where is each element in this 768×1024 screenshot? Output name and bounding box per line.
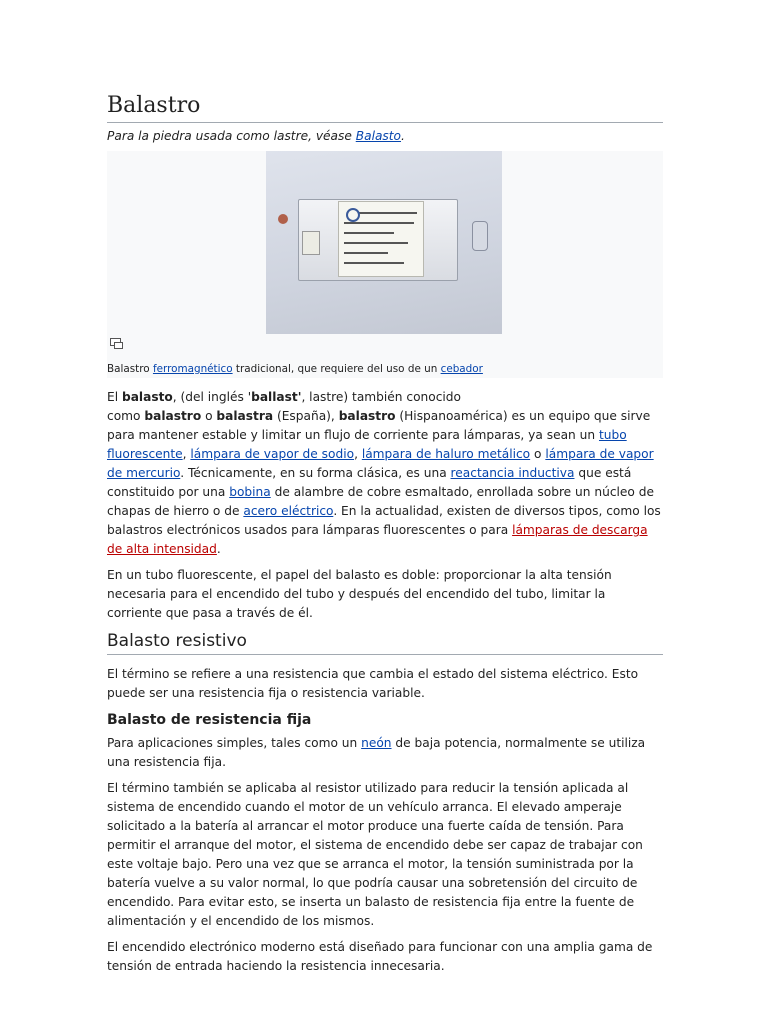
- section-heading-balasto-resistivo: Balasto resistivo: [107, 630, 663, 655]
- intro-link[interactable]: reactancia inductiva: [450, 466, 575, 480]
- intro-link[interactable]: lámpara de haluro metálico: [361, 447, 531, 461]
- intro-text-segment: balastro: [338, 409, 396, 423]
- hatnote-link-balasto[interactable]: Balasto: [355, 129, 402, 143]
- section1-paragraph-1: El término se refiere a una resistencia que cambia el estado del sistema eléctrico. Esto puede ser una resistencia fija o resistencia variable.: [107, 667, 639, 700]
- photo-capacitor: [278, 214, 288, 224]
- ballast-photo[interactable]: [266, 151, 502, 334]
- section2-paragraph-3: El encendido electrónico moderno está diseñado para funcionar con una amplia gama de tensión de entrada haciendo la resistencia innecesaria.: [107, 940, 653, 973]
- intro-link[interactable]: lámparas de descarga de alta intensidad: [107, 523, 648, 556]
- intro-link[interactable]: bobina: [229, 485, 271, 499]
- caption-text-1: Balastro: [107, 363, 153, 375]
- intro-text-segment: . En la actualidad, existen de diversos tipos, como los balastros electrónicos usados para lámparas fluorescentes o para: [107, 504, 661, 537]
- section2-p1-text-2: de baja potencia, normalmente se utiliza una resistencia fija.: [107, 736, 646, 769]
- intro-link[interactable]: tubo fluorescente: [107, 428, 627, 461]
- intro-text-segment: o: [530, 447, 546, 461]
- intro-text-segment: balasto: [121, 390, 173, 404]
- intro-text-segment: ballast': [251, 390, 302, 404]
- page-title: Balastro: [107, 92, 663, 123]
- intro-link[interactable]: lámpara de vapor de mercurio: [107, 447, 654, 480]
- intro-text-segment: ,: [182, 447, 191, 461]
- intro-text-segment: (Hispanoamérica) es un equipo que sirve para mantener estable y limitar un flujo de corriente para lámparas, ya sean un: [107, 409, 651, 442]
- intro-text-segment: que está constituido por una: [107, 466, 632, 499]
- intro-text-segment: (España),: [273, 409, 339, 423]
- subsection-heading-resistencia-fija: Balasto de resistencia fija: [107, 712, 312, 728]
- figure-caption: [107, 362, 483, 376]
- hatnote-text: Para la piedra usada como lastre, véase: [107, 129, 356, 143]
- intro-text-segment: balastra: [216, 409, 274, 423]
- intro-link[interactable]: acero eléctrico: [243, 504, 334, 518]
- intro-text-segment: .: [216, 542, 221, 556]
- magnify-icon[interactable]: [110, 338, 121, 346]
- photo-terminal-block: [302, 231, 320, 255]
- intro-text-segment: ,: [354, 447, 362, 461]
- intro-text-segment: , lastre) también conocido: [301, 390, 461, 404]
- intro-text-segment: o: [201, 409, 217, 423]
- caption-link-ferromagnetico[interactable]: ferromagnético: [152, 363, 233, 375]
- intro-text-segment: como: [107, 409, 145, 423]
- intro-link[interactable]: lámpara de vapor de sodio: [190, 447, 355, 461]
- link-neon[interactable]: neón: [361, 736, 392, 750]
- intro-text-segment: de alambre de cobre esmaltado, enrollada sobre un núcleo de chapas de hierro o de: [107, 485, 654, 518]
- intro-text-segment: El: [107, 390, 122, 404]
- intro-text-segment: , (del inglés ': [172, 390, 252, 404]
- section2-paragraph-2: El término también se aplicaba al resistor utilizado para reducir la tensión aplicada al sistema de encendido cuando el motor de un vehículo arranca. El elevado amperaje solicitado a la batería al arrancar el motor produce una fuerte caída de tensión. Para permitir el arranque del motor, el sistema de encendido debe ser capaz de trabajar con este voltaje bajo. Pero una vez que se arranca el motor, la tensión suministrada por la batería vuelve a su valor normal, lo que podría causar una sobretensión del circuito de encendido. Para evitar esto, se inserta un balasto de resistencia fija entre la fuente de alimentación y el encendido de los mismos.: [107, 781, 643, 928]
- section2-p1-text-1: Para aplicaciones simples, tales como un: [107, 736, 362, 750]
- caption-text-2: tradicional, que requiere del uso de un: [232, 363, 441, 375]
- hatnote: [107, 127, 663, 145]
- article-content: [107, 92, 663, 983]
- photo-logo-mark: [346, 208, 360, 222]
- figure-thumbnail: [107, 151, 663, 378]
- caption-link-cebador[interactable]: cebador: [440, 363, 483, 375]
- intro-paragraph-1: [107, 388, 663, 559]
- intro-text-segment: balastro: [144, 409, 202, 423]
- intro-text-segment: . Técnicamente, en su forma clásica, es una: [180, 466, 451, 480]
- intro-paragraph-2: En un tubo fluorescente, el papel del balasto es doble: proporcionar la alta tensión necesaria para el encendido del tubo y después del encendido del tubo, limitar la corriente que pasa a través de él.: [107, 568, 612, 620]
- section2-paragraph-1: [107, 734, 663, 772]
- hatnote-end: .: [401, 129, 405, 143]
- photo-mount-slot: [472, 221, 488, 251]
